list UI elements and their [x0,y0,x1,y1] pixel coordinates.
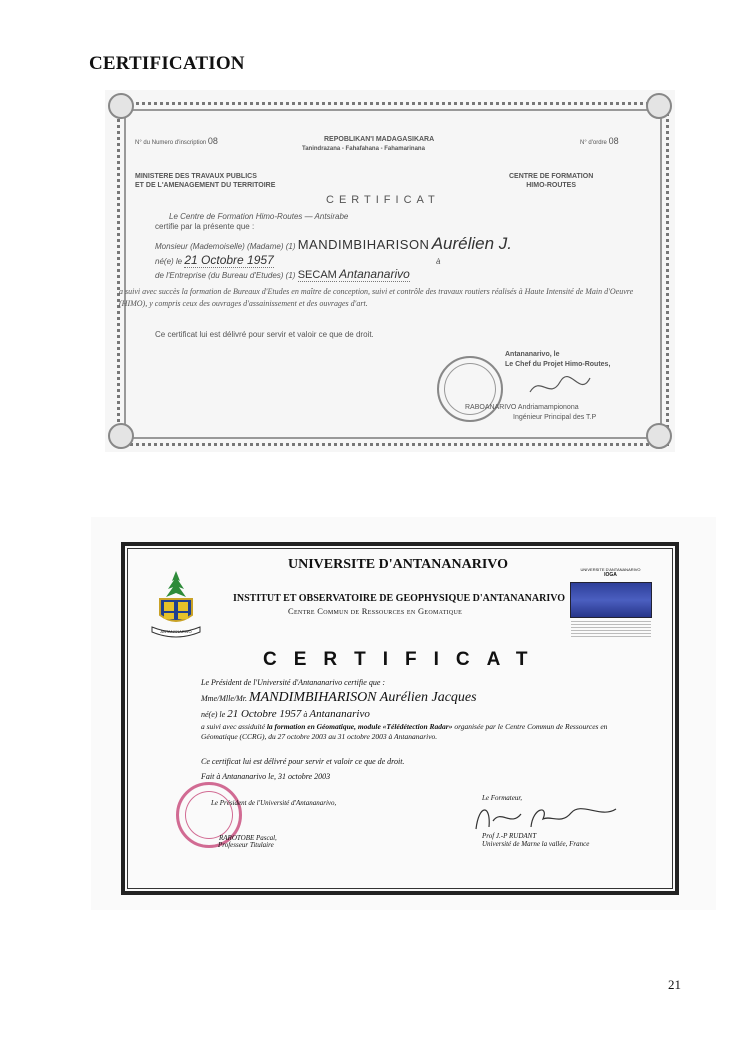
university-seal-icon [146,569,206,639]
president-role: Professeur Titulaire [218,841,274,849]
recipient-given-name: Aurélien J. [431,234,513,253]
training-description: a suivi avec succès la formation de Bureaux d'Etudes en maître de conception, suivi et contrôle des travaux routiers réalisés à Haute Intensité de Main d'Oeuvre (HIMO), y compris ceux des ouvrages d'assainissement et des ouvrages d'art. [119,287,634,308]
birth-place: Antananarivo [309,708,370,720]
birth-line: né(e) le 21 Octobre 1957 à Antananarivo [201,708,370,720]
birth-line: né(e) le 21 Octobre 1957 à [155,253,441,267]
university-certificate [91,517,716,910]
certificate-title: CERTIFICAT [326,194,440,206]
corner-ornament-icon [108,423,134,449]
trainer-name: Prof J.-P RUDANT [482,832,537,840]
institute-logo-icon [570,582,652,618]
president-signature-title: Le Président de l'Université d'Antananarivo, [211,799,337,807]
birth-date: 21 Octobre 1957 [227,708,302,720]
validity-statement: Ce certificat lui est délivré pour servir et valoir ce que de droit. [201,757,405,766]
signer-role: Le Chef du Projet Himo-Routes, [505,361,611,368]
trainer-title: Le Formateur, [482,794,523,802]
registration-number: N° du Numero d'inscription 08 [135,136,218,146]
himo-routes-certificate [105,90,675,452]
certifies-line: certifie par la présente que : [155,222,255,231]
trainer-university: Université de Marne la vallée, France [482,840,590,848]
official-stamp-icon [437,356,503,422]
certificate-title: CERTIFICAT [263,649,545,670]
national-motto: Tanindrazana - Fahafahana - Fahamarinana [302,146,425,152]
svg-text:ANTANANARIVO: ANTANANARIVO [160,629,192,634]
signer-name: RABOANARIVO Andriamampionona [465,404,579,411]
university-name: UNIVERSITE D'ANTANANARIVO [288,557,508,572]
president-certifies-line: Le Président de l'Université d'Antananarivo certifie que : [201,678,386,687]
training-description: a suivi avec assiduité la formation en Géomatique, module «Télédétection Radar» organisée par le Centre Commun de Ressources en Géomatique (CCRG), du 27 octobre 2003 au 31 octobre 2003 à Antananarivo. [201,722,608,741]
company-line: de l'Entreprise (du Bureau d'Etudes) (1) SECAM Antananarivo [155,267,410,281]
corner-ornament-icon [108,93,134,119]
recipient-name-line: Monsieur (Mademoiselle) (Madame) (1) MANDIMBIHARISON Aurélien J. [155,234,513,253]
signature-icon [525,370,595,402]
order-number: N° d'ordre 08 [580,136,619,146]
corner-ornament-icon [646,93,672,119]
institute-name: INSTITUT ET OBSERVATOIRE DE GEOPHYSIQUE D'ANTANANARIVO [233,593,566,604]
company-name: SECAM [297,269,337,281]
address-lines [571,621,651,637]
recipient-name: MANDIMBIHARISON Aurélien Jacques [249,690,477,705]
training-centre-name: CENTRE DE FORMATION HIMO-ROUTES [509,173,594,189]
page-number: 21 [668,977,681,992]
issue-place-date: Fait à Antananarivo le, 31 octobre 2003 [201,772,331,781]
recipient-line: Mme/Mlle/Mr. MANDIMBIHARISON Aurélien Jacques [201,690,477,705]
signing-place: Antananarivo, le [505,351,560,358]
institute-logo-block: UNIVERSITE D'ANTANANARIVO IOGA [567,567,654,653]
issuer-line: Le Centre de Formation Himo-Routes — Antsirabe [169,212,349,221]
validity-statement: Ce certificat lui est délivré pour servir et valoir ce que de droit. [155,330,374,339]
signer-title: Ingénieur Principal des T.P [513,414,597,421]
ministry-name: MINISTERE DES TRAVAUX PUBLICS ET DE L'AMENAGEMENT DU TERRITOIRE [135,173,276,189]
company-city: Antananarivo [339,267,410,281]
corner-ornament-icon [646,423,672,449]
recipient-surname: MANDIMBIHARISON [297,237,430,252]
centre-name: Centre Commun de Ressources en Geomatique [288,606,463,616]
birth-date: 21 Octobre 1957 [184,253,274,267]
republic-name: REPOBLIKAN'I MADAGASIKARA [324,136,435,143]
page-heading: CERTIFICATION [89,53,245,74]
president-name: RAROTOBE Pascal, [219,834,277,842]
trainer-signature-icon [471,799,621,835]
